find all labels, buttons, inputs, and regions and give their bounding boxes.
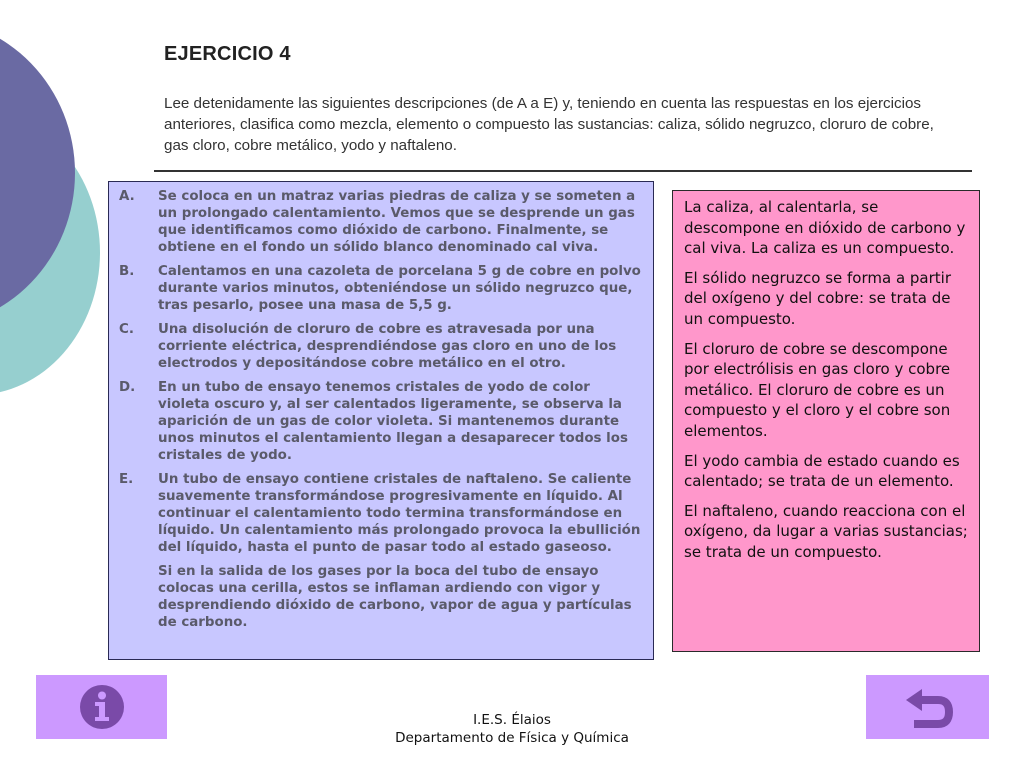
description-item-a <box>119 188 643 256</box>
description-extra-paragraph: Si en la salida de los gases por la boca del tubo de ensayo colocas una cerilla, estos se inflaman ardiendo con vigor y desprendiendo dióxido de carbono, vapor de agua y partículas de carbono. <box>158 564 632 630</box>
description-text: Una disolución de cloruro de cobre es atravesada por una corriente eléctrica, desprendiéndose gas cloro en uno de los electrodos y depositándose cobre metálico en el otro. <box>158 322 617 371</box>
description-text: Se coloca en un matraz varias piedras de caliza y se someten a un prolongado calentamiento. Vemos que se desprende un gas que identificamos como dióxido de carbono. Finalmente, se obtiene en el fondo un sólido blanco denominado cal viva. <box>158 189 636 255</box>
description-letter: A. <box>119 189 135 204</box>
footer <box>362 711 662 747</box>
description-letter: C. <box>119 322 134 337</box>
exercise-instructions: Lee detenidamente las siguientes descripciones (de A a E) y, teniendo en cuenta las respuestas en los ejercicios anteriores, clasifica como mezcla, elemento o compuesto las sustancias: caliza, sólido negruzco, cloruro de cobre, gas cloro, cobre metálico, yodo y naftaleno. <box>164 95 934 154</box>
return-button[interactable] <box>866 675 989 739</box>
descriptions-box <box>108 181 654 660</box>
page-title: EJERCICIO 4 <box>164 43 291 65</box>
description-text: En un tubo de ensayo tenemos cristales de yodo de color violeta oscuro y, al ser calentados ligeramente, se observa la aparición de un gas de color violeta. Si mantenemos durante unos minutos el calentamiento llegan a desaparecer todos los cristales de yodo. <box>158 380 628 463</box>
answer-paragraph: El sólido negruzco se forma a partir del oxígeno y del cobre: se trata de un compuesto. <box>684 268 952 328</box>
school-name: I.E.S. Élaios <box>473 712 551 728</box>
department-name: Departamento de Física y Química <box>395 730 629 746</box>
answer-paragraph: La caliza, al calentarla, se descompone en dióxido de carbono y cal viva. La caliza es un compuesto. <box>684 198 966 258</box>
info-icon <box>78 683 126 731</box>
answer-paragraph: El naftaleno, cuando reacciona con el oxígeno, da lugar a varias sustancias; se trata de un compuesto. <box>684 501 968 561</box>
info-button[interactable] <box>36 675 167 739</box>
answer-paragraph: El cloruro de cobre se descompone por electrólisis en gas cloro y cobre metálico. El cloruro de cobre es un compuesto y el cloro y el cobre son elementos. <box>684 339 951 440</box>
description-letter: B. <box>119 264 135 279</box>
description-item-c <box>119 321 643 372</box>
description-letter: E. <box>119 472 134 487</box>
description-item-d <box>119 379 643 464</box>
description-item-b <box>119 263 643 314</box>
answers-box <box>672 190 980 652</box>
title-divider <box>154 170 972 172</box>
description-letter: D. <box>119 380 136 395</box>
description-text: Calentamos en una cazoleta de porcelana 5 g de cobre en polvo durante varios minutos, obteniéndose un sólido negruzco que, tras pesarlo, posee una masa de 5,5 g. <box>158 264 641 313</box>
description-text: Un tubo de ensayo contiene cristales de naftaleno. Se caliente suavemente transformándose progresivamente en líquido. Al continuar el calentamiento todo termina transformándose en líquido. Un calentamiento más prolongado provoca la ebullición del líquido, hasta el punto de pasar todo al estado gaseoso. <box>158 472 641 555</box>
return-arrow-icon <box>902 685 954 729</box>
description-item-e <box>119 471 643 556</box>
answer-paragraph: El yodo cambia de estado cuando es calentado; se trata de un elemento. <box>684 451 960 491</box>
